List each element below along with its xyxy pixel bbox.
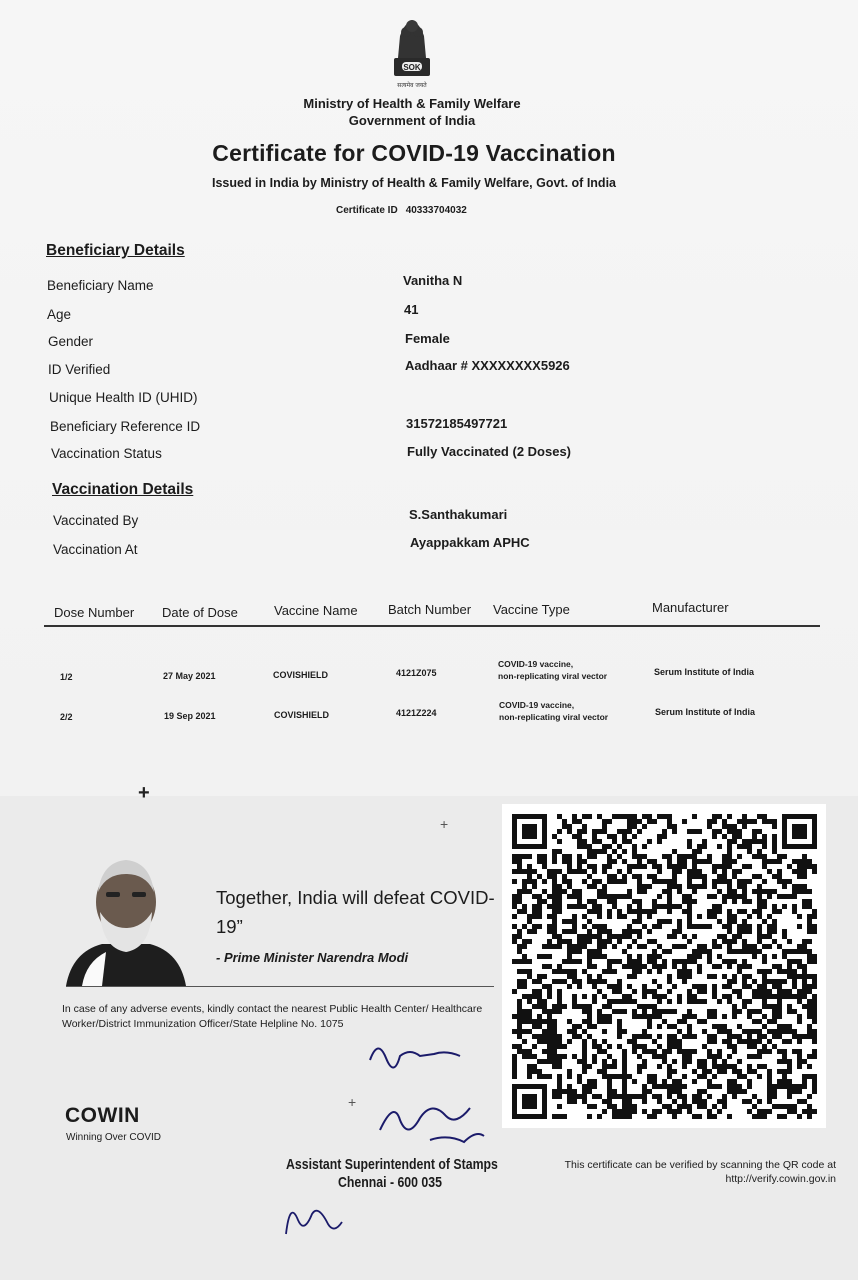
th-batch-number: Batch Number [388, 602, 472, 617]
registration-mark-icon: + [138, 782, 150, 804]
national-emblem-icon [384, 14, 440, 90]
government-name: Government of India [348, 113, 476, 128]
age-label: Age [47, 307, 72, 322]
manufacturer-cell: Serum Institute of India [654, 667, 755, 677]
stamp-location: Chennai - 600 035 [338, 1174, 442, 1191]
date-cell: 27 May 2021 [163, 671, 216, 681]
qr-code-panel [502, 804, 826, 1128]
pm-quote: Together, India will defeat COVID-19” [216, 887, 495, 937]
quote-divider [66, 986, 494, 987]
vaccinated-by-value: S.Santhakumari [409, 507, 508, 522]
gender-value: Female [405, 331, 450, 346]
th-dose-number: Dose Number [54, 605, 135, 620]
svg-text:सत्यमेव जयते: सत्यमेव जयते [397, 82, 427, 89]
th-vaccine-type: Vaccine Type [493, 602, 570, 617]
adverse-events-note: In case of any adverse events, kindly contact the nearest Public Health Center/ Healthcare Worker/District Immunization Officer/State Helpline No. 1075 [62, 1003, 483, 1030]
pm-quote-author: - Prime Minister Narendra Modi [216, 950, 409, 965]
vaccination-heading: Vaccination Details [52, 481, 194, 498]
qr-code-icon[interactable] [502, 804, 826, 1128]
cowin-logo: COWIN [65, 1104, 140, 1127]
vaccine-name-cell: COVISHIELD [274, 710, 330, 720]
cowin-tagline: Winning Over COVID [66, 1132, 162, 1143]
vaccination-status-label: Vaccination Status [51, 446, 162, 461]
certificate-id: Certificate ID 40333704032 [336, 205, 467, 216]
th-date-of-dose: Date of Dose [162, 605, 238, 620]
vaccination-status-value: Fully Vaccinated (2 Doses) [407, 444, 572, 459]
prime-minister-portrait [62, 852, 190, 986]
dose-cell: 1/2 [60, 672, 73, 682]
vaccine-type-cell: COVID-19 vaccine, non-replicating viral vector [499, 700, 609, 722]
manufacturer-cell: Serum Institute of India [655, 707, 756, 717]
id-verified-label: ID Verified [48, 362, 111, 377]
gender-label: Gender [48, 334, 94, 349]
th-vaccine-name: Vaccine Name [274, 603, 358, 618]
date-cell: 19 Sep 2021 [164, 711, 216, 721]
beneficiary-heading: Beneficiary Details [46, 242, 185, 259]
batch-cell: 4121Z075 [396, 668, 437, 678]
svg-text:SOK: SOK [403, 63, 421, 72]
vaccinated-by-label: Vaccinated By [53, 513, 139, 528]
table-divider [44, 625, 820, 627]
uhid-label: Unique Health ID (UHID) [49, 390, 198, 405]
vaccine-type-cell: COVID-19 vaccine, non-replicating viral vector [498, 659, 608, 681]
beneficiary-name-value: Vanitha N [403, 273, 463, 288]
reference-id-value: 31572185497721 [406, 416, 508, 431]
batch-cell: 4121Z224 [396, 708, 437, 718]
age-value: 41 [404, 302, 419, 317]
vaccination-at-value: Ayappakkam APHC [410, 535, 530, 550]
id-verified-value: Aadhaar # XXXXXXXX5926 [405, 358, 570, 373]
registration-mark-icon: + [440, 816, 449, 832]
certificate-title: Certificate for COVID-19 Vaccination [212, 140, 616, 166]
dose-cell: 2/2 [60, 712, 73, 722]
verify-note: This certificate can be verified by scanning the QR code at http://verify.cowin.gov.in [564, 1159, 836, 1185]
initials-scribble-icon [278, 1194, 348, 1244]
signature-scribble-icon [360, 1030, 500, 1160]
th-manufacturer: Manufacturer [652, 600, 729, 615]
ministry-name: Ministry of Health & Family Welfare [303, 96, 521, 111]
vaccine-name-cell: COVISHIELD [273, 670, 329, 680]
vaccination-at-label: Vaccination At [53, 542, 138, 557]
reference-id-label: Beneficiary Reference ID [50, 419, 201, 434]
issued-by: Issued in India by Ministry of Health & Family Welfare, Govt. of India [211, 176, 616, 190]
qr-modules [512, 814, 817, 1119]
beneficiary-name-label: Beneficiary Name [47, 278, 154, 293]
registration-mark-icon: + [348, 1094, 357, 1110]
stamp-title: Assistant Superintendent of Stamps [286, 1156, 498, 1173]
